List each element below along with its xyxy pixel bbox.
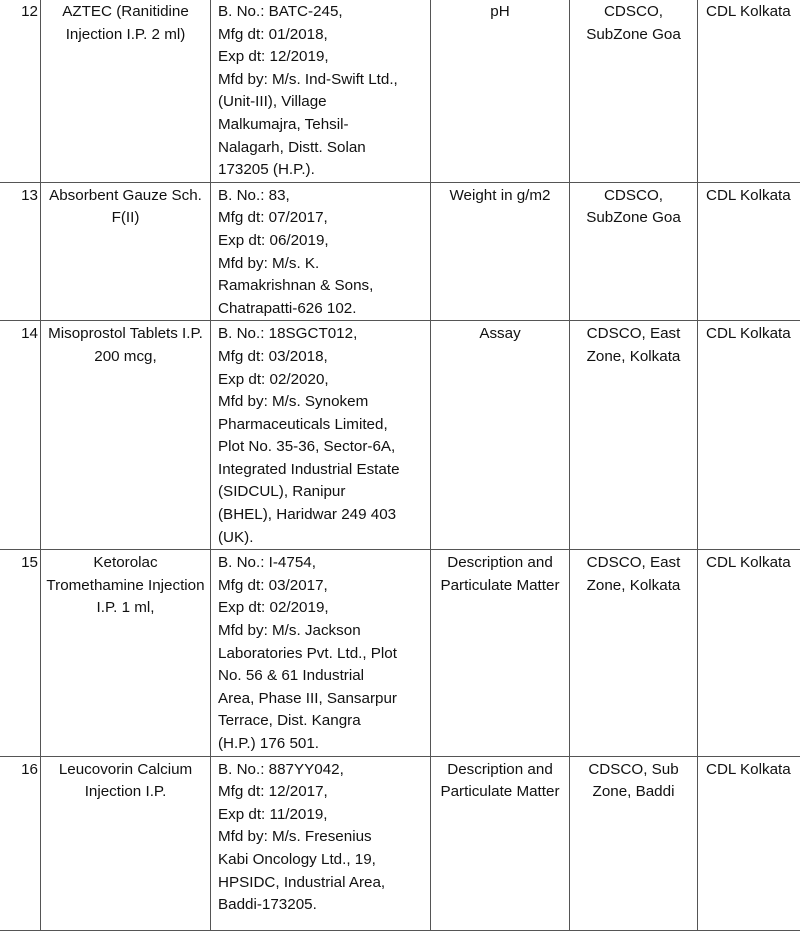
drug-name-cell xyxy=(41,0,211,182)
serial-number-cell xyxy=(0,756,41,930)
table-row xyxy=(0,550,800,756)
tested-by-cell xyxy=(698,182,800,321)
batch-detail-line: Area, Phase III, Sansarpur xyxy=(218,688,426,711)
serial-number-cell-text: 13 xyxy=(2,185,38,208)
batch-details-cell xyxy=(211,0,431,182)
batch-detail-line: 173205 (H.P.). xyxy=(218,159,426,182)
batch-detail-line: B. No.: I-4754, xyxy=(218,552,426,575)
batch-detail-line: Kabi Oncology Ltd., 19, xyxy=(218,849,426,872)
serial-number-cell-text: 16 xyxy=(2,759,38,782)
table-row xyxy=(0,0,800,182)
batch-detail-line: Mfd by: M/s. K. xyxy=(218,253,426,276)
table-row xyxy=(0,182,800,321)
batch-detail-line: Exp dt: 12/2019, xyxy=(218,46,426,69)
batch-detail-line: Exp dt: 11/2019, xyxy=(218,804,426,827)
drug-name-cell-text: Misoprostol Tablets I.P. 200 mcg, xyxy=(45,323,206,368)
failed-test-cell xyxy=(431,0,570,182)
batch-detail-line: Laboratories Pvt. Ltd., Plot xyxy=(218,643,426,666)
batch-detail-line: B. No.: BATC-245, xyxy=(218,1,426,24)
batch-detail-line: Exp dt: 02/2020, xyxy=(218,369,426,392)
tested-by-cell-text: CDL Kolkata xyxy=(706,1,797,24)
batch-detail-line: Exp dt: 02/2019, xyxy=(218,597,426,620)
batch-detail-line: HPSIDC, Industrial Area, xyxy=(218,872,426,895)
drug-name-cell xyxy=(41,756,211,930)
batch-details-cell xyxy=(211,182,431,321)
batch-detail-line: Mfg dt: 07/2017, xyxy=(218,207,426,230)
batch-detail-line: (BHEL), Haridwar 249 403 xyxy=(218,504,426,527)
drawn-by-cell xyxy=(570,0,698,182)
batch-detail-line: B. No.: 83, xyxy=(218,185,426,208)
drawn-by-cell-text: CDSCO, SubZone Goa xyxy=(573,185,694,230)
table-row xyxy=(0,321,800,550)
batch-details-cell xyxy=(211,550,431,756)
failed-test-cell-text: pH xyxy=(435,1,565,24)
failed-test-cell xyxy=(431,182,570,321)
failed-test-cell-text: Description and Particulate Matter xyxy=(435,759,565,804)
batch-detail-line: Malkumajra, Tehsil- xyxy=(218,114,426,137)
batch-detail-line: Plot No. 35-36, Sector-6A, xyxy=(218,436,426,459)
batch-detail-line: No. 56 & 61 Industrial xyxy=(218,665,426,688)
drawn-by-cell-text: CDSCO, SubZone Goa xyxy=(573,1,694,46)
batch-details-cell xyxy=(211,756,431,930)
batch-detail-line: (Unit-III), Village xyxy=(218,91,426,114)
batch-detail-line: Pharmaceuticals Limited, xyxy=(218,414,426,437)
drug-name-cell xyxy=(41,321,211,550)
failed-test-cell xyxy=(431,321,570,550)
tested-by-cell xyxy=(698,0,800,182)
tested-by-cell xyxy=(698,756,800,930)
tested-by-cell xyxy=(698,550,800,756)
tested-by-cell-text: CDL Kolkata xyxy=(706,185,797,208)
drawn-by-cell xyxy=(570,321,698,550)
tested-by-cell-text: CDL Kolkata xyxy=(706,552,797,575)
failed-test-cell-text: Assay xyxy=(435,323,565,346)
failed-test-cell xyxy=(431,756,570,930)
drawn-by-cell-text: CDSCO, Sub Zone, Baddi xyxy=(573,759,694,804)
drawn-by-cell-text: CDSCO, East Zone, Kolkata xyxy=(573,552,694,597)
serial-number-cell xyxy=(0,0,41,182)
batch-detail-line: (H.P.) 176 501. xyxy=(218,733,426,756)
tested-by-cell-text: CDL Kolkata xyxy=(706,323,797,346)
failed-test-cell xyxy=(431,550,570,756)
batch-detail-line: Integrated Industrial Estate xyxy=(218,459,426,482)
drug-name-cell xyxy=(41,182,211,321)
drug-name-cell-text: Absorbent Gauze Sch. F(II) xyxy=(45,185,206,230)
serial-number-cell-text: 15 xyxy=(2,552,38,575)
serial-number-cell-text: 12 xyxy=(2,1,38,24)
batch-detail-line: Mfd by: M/s. Fresenius xyxy=(218,826,426,849)
drawn-by-cell xyxy=(570,182,698,321)
tested-by-cell-text: CDL Kolkata xyxy=(706,759,797,782)
batch-detail-line: (SIDCUL), Ranipur xyxy=(218,481,426,504)
batch-detail-line: Nalagarh, Distt. Solan xyxy=(218,137,426,160)
serial-number-cell xyxy=(0,321,41,550)
batch-detail-line: Mfg dt: 01/2018, xyxy=(218,24,426,47)
batch-detail-line: (UK). xyxy=(218,527,426,550)
batch-detail-line: Mfd by: M/s. Synokem xyxy=(218,391,426,414)
batch-detail-line: Mfg dt: 12/2017, xyxy=(218,781,426,804)
failed-test-cell-text: Description and Particulate Matter xyxy=(435,552,565,597)
drawn-by-cell xyxy=(570,550,698,756)
serial-number-cell-text: 14 xyxy=(2,323,38,346)
batch-details-cell xyxy=(211,321,431,550)
serial-number-cell xyxy=(0,182,41,321)
batch-detail-line: Ramakrishnan & Sons, xyxy=(218,275,426,298)
drug-name-cell-text: Ketorolac Tromethamine Injection I.P. 1 ml, xyxy=(45,552,206,620)
batch-detail-line: Exp dt: 06/2019, xyxy=(218,230,426,253)
serial-number-cell xyxy=(0,550,41,756)
batch-detail-line: B. No.: 18SGCT012, xyxy=(218,323,426,346)
drug-name-cell-text: AZTEC (Ranitidine Injection I.P. 2 ml) xyxy=(45,1,206,46)
batch-detail-line: Mfd by: M/s. Jackson xyxy=(218,620,426,643)
batch-detail-line: Baddi-173205. xyxy=(218,894,426,917)
drawn-by-cell xyxy=(570,756,698,930)
drawn-by-cell-text: CDSCO, East Zone, Kolkata xyxy=(573,323,694,368)
batch-detail-line: Mfg dt: 03/2018, xyxy=(218,346,426,369)
failed-test-cell-text: Weight in g/m2 xyxy=(435,185,565,208)
table-row xyxy=(0,756,800,930)
batch-detail-line: Terrace, Dist. Kangra xyxy=(218,710,426,733)
drug-name-cell-text: Leucovorin Calcium Injection I.P. xyxy=(45,759,206,804)
tested-by-cell xyxy=(698,321,800,550)
batch-detail-line: B. No.: 887YY042, xyxy=(218,759,426,782)
batch-detail-line: Mfd by: M/s. Ind-Swift Ltd., xyxy=(218,69,426,92)
batch-detail-line: Chatrapatti-626 102. xyxy=(218,298,426,321)
batch-detail-line: Mfg dt: 03/2017, xyxy=(218,575,426,598)
drug-name-cell xyxy=(41,550,211,756)
